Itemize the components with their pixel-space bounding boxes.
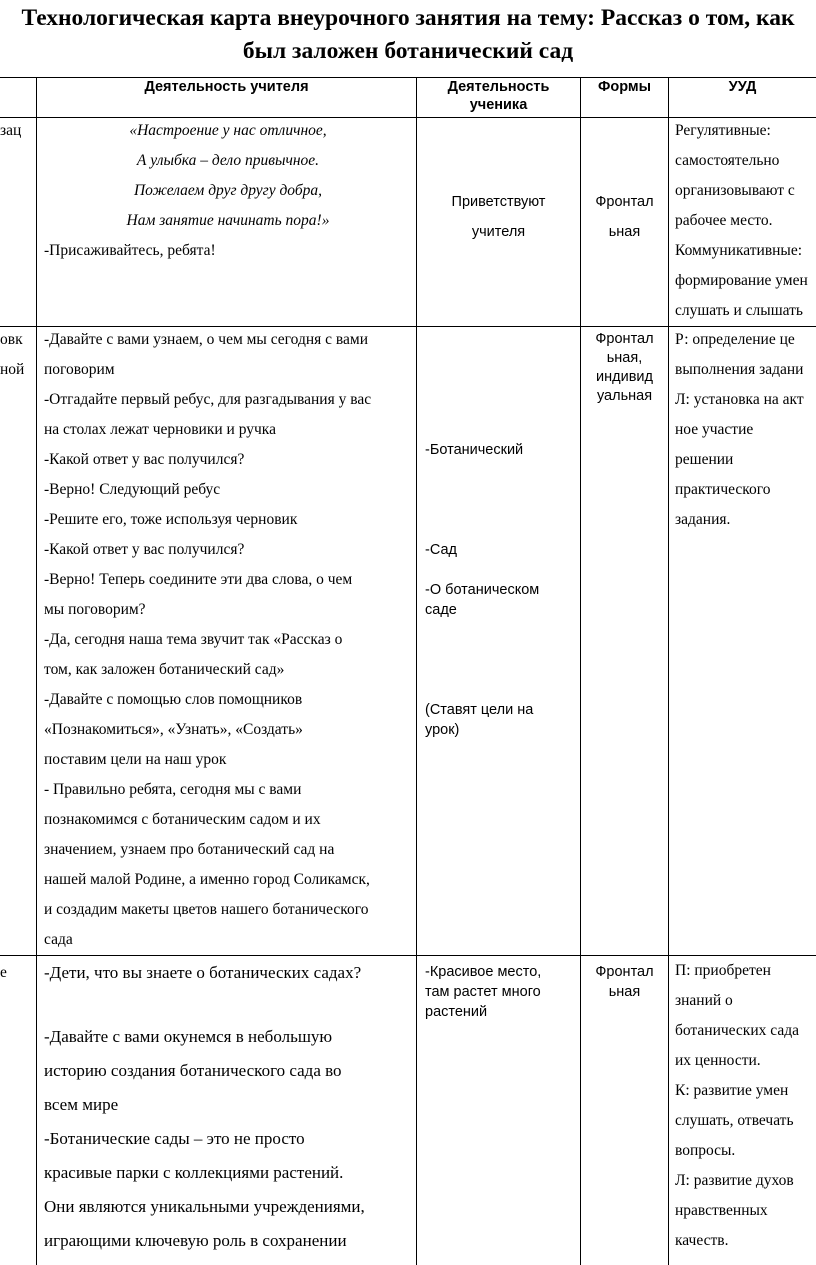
uud-line: их ценности. xyxy=(675,1052,761,1069)
uud-line: Регулятивные: xyxy=(675,122,771,139)
student-line: (Ставят цели на xyxy=(425,702,534,718)
grid-line xyxy=(668,77,669,1265)
teacher-line: Они являются уникальными учреждениями, xyxy=(44,1197,365,1216)
header-student-line-2: ученика xyxy=(469,97,528,113)
uud-line: организовывают с xyxy=(675,182,795,199)
row2-student-answer-1: -Ботанический xyxy=(425,442,524,458)
document-title xyxy=(0,2,816,68)
student-line: -Красивое место, xyxy=(425,964,542,980)
uud-line: Р: определение це xyxy=(675,331,795,348)
student-line: Приветствуют xyxy=(451,194,546,210)
uud-line: рабочее место. xyxy=(675,212,773,229)
uud-line: качеств. xyxy=(675,1232,729,1249)
uud-line: задания. xyxy=(675,511,731,528)
teacher-line: поговорим xyxy=(44,361,115,378)
row1-stage: зац xyxy=(0,122,22,139)
teacher-line: -Решите его, тоже используя черновик xyxy=(44,511,298,528)
poem-line: Пожелаем друг другу добра, xyxy=(133,182,323,199)
grid-line xyxy=(580,77,581,1265)
forms-line: Фронтал xyxy=(595,964,654,980)
row2-uud xyxy=(675,325,816,535)
poem-line: «Настроение у нас отличное, xyxy=(129,122,327,139)
teacher-line: сада xyxy=(44,931,73,948)
uud-line: Л: установка на акт xyxy=(675,391,804,408)
teacher-line: -Верно! Теперь соедините эти два слова, о чем xyxy=(44,571,353,588)
teacher-line: нашей малой Родине, а именно город Соликамск, xyxy=(44,871,370,888)
row3-forms xyxy=(581,962,668,1002)
student-line: -О ботаническом xyxy=(425,582,540,598)
uud-line: нравственных xyxy=(675,1202,768,1219)
teacher-line: -Давайте с вами узнаем, о чем мы сегодня с вами xyxy=(44,331,368,348)
title-line-1: Технологическая карта внеурочного занятия на тему: Рассказ о том, как xyxy=(21,5,795,31)
uud-line: П: приобретен xyxy=(675,962,771,979)
header-student xyxy=(417,78,580,114)
title-line-2: был заложен ботанический сад xyxy=(242,38,574,64)
uud-line: ботанических сада xyxy=(675,1022,799,1039)
header-teacher: Деятельность учителя xyxy=(144,79,309,95)
student-line: саде xyxy=(425,602,457,618)
uud-line: выполнения задани xyxy=(675,361,804,378)
teacher-line: всем мире xyxy=(44,1095,119,1114)
row2-forms xyxy=(581,330,668,406)
uud-line: Коммуникативные: xyxy=(675,242,803,259)
forms-line: ьная, xyxy=(606,350,643,366)
teacher-line: -Отгадайте первый ребус, для разгадывания у вас xyxy=(44,391,372,408)
student-line: там растет много xyxy=(425,984,541,1000)
teacher-line: поставим цели на наш урок xyxy=(44,751,227,768)
teacher-line: -Присаживайтесь, ребята! xyxy=(44,242,216,259)
teacher-line: -Давайте с вами окунемся в небольшую xyxy=(44,1027,333,1046)
teacher-line: -Ботанические сады – это не просто xyxy=(44,1129,305,1148)
teacher-line: красивые парки с коллекциями растений. xyxy=(44,1163,344,1182)
teacher-line: познакомимся с ботаническим садом и их xyxy=(44,811,321,828)
uud-line: слушать, отвечать xyxy=(675,1112,794,1129)
row1-student-activity xyxy=(417,187,580,247)
row1-uud xyxy=(675,116,816,326)
header-forms: Формы xyxy=(597,79,651,95)
row2-student-answer-3 xyxy=(425,580,570,620)
uud-line: слушать и слышать xyxy=(675,302,803,319)
teacher-line: -Давайте с помощью слов помощников xyxy=(44,691,303,708)
header-uud: УУД xyxy=(728,79,757,95)
teacher-line: «Познакомиться», «Узнать», «Создать» xyxy=(44,721,303,738)
uud-line: практического xyxy=(675,481,771,498)
row2-teacher-activity xyxy=(44,325,408,955)
teacher-line: -Какой ответ у вас получился? xyxy=(44,451,245,468)
forms-line: ьная xyxy=(608,984,641,1000)
forms-line: Фронтал xyxy=(595,331,654,347)
uud-line: ное участие xyxy=(675,421,754,438)
row3-student-activity xyxy=(425,962,573,1022)
uud-line: знаний о xyxy=(675,992,733,1009)
uud-line: К: развитие умен xyxy=(675,1082,789,1099)
forms-line: уальная xyxy=(596,388,653,404)
teacher-line: -Да, сегодня наша тема звучит так «Рассказ о xyxy=(44,631,343,648)
forms-line: Фронтал xyxy=(595,194,654,210)
grid-line xyxy=(416,77,417,1265)
row3-stage: е xyxy=(0,964,7,981)
row2-student-answer-4 xyxy=(425,700,570,740)
student-line: учителя xyxy=(471,224,526,240)
student-line: растений xyxy=(425,1004,488,1020)
student-line: урок) xyxy=(425,722,460,738)
row2-student-answer-2: -Сад xyxy=(425,542,457,558)
teacher-line: и создадим макеты цветов нашего ботанического xyxy=(44,901,369,918)
row2-stage xyxy=(0,325,36,385)
teacher-line: -Верно! Следующий ребус xyxy=(44,481,221,498)
teacher-line: мы поговорим? xyxy=(44,601,146,618)
uud-line: решении xyxy=(675,451,734,468)
teacher-line: -Дети, что вы знаете о ботанических садах? xyxy=(44,963,362,982)
header-student-line-1: Деятельность xyxy=(447,79,550,95)
teacher-line: историю создания ботанического сада во xyxy=(44,1061,342,1080)
teacher-line: -Какой ответ у вас получился? xyxy=(44,541,245,558)
forms-line: ьная xyxy=(608,224,641,240)
row3-teacher-activity xyxy=(44,956,408,1258)
grid-line xyxy=(36,77,37,1265)
uud-line: самостоятельно xyxy=(675,152,780,169)
row1-teacher-activity xyxy=(44,116,412,266)
uud-line: Л: развитие духов xyxy=(675,1172,794,1189)
teacher-line: на столах лежат черновики и ручка xyxy=(44,421,276,438)
uud-line: формирование умен xyxy=(675,272,808,289)
teacher-line xyxy=(44,990,408,1020)
poem-line: Нам занятие начинать пора!» xyxy=(126,212,330,229)
row3-uud xyxy=(675,956,816,1256)
teacher-line: - Правильно ребята, сегодня мы с вами xyxy=(44,781,302,798)
poem-line: А улыбка – дело привычное. xyxy=(136,152,320,169)
teacher-line: играющими ключевую роль в сохранении xyxy=(44,1231,347,1250)
teacher-line: том, как заложен ботанический сад» xyxy=(44,661,285,678)
row1-forms xyxy=(581,187,668,247)
stage-line: ной xyxy=(0,361,25,378)
teacher-line: значением, узнаем про ботанический сад на xyxy=(44,841,335,858)
forms-line: индивид xyxy=(596,369,653,385)
stage-line: овк xyxy=(0,331,23,348)
uud-line: вопросы. xyxy=(675,1142,736,1159)
